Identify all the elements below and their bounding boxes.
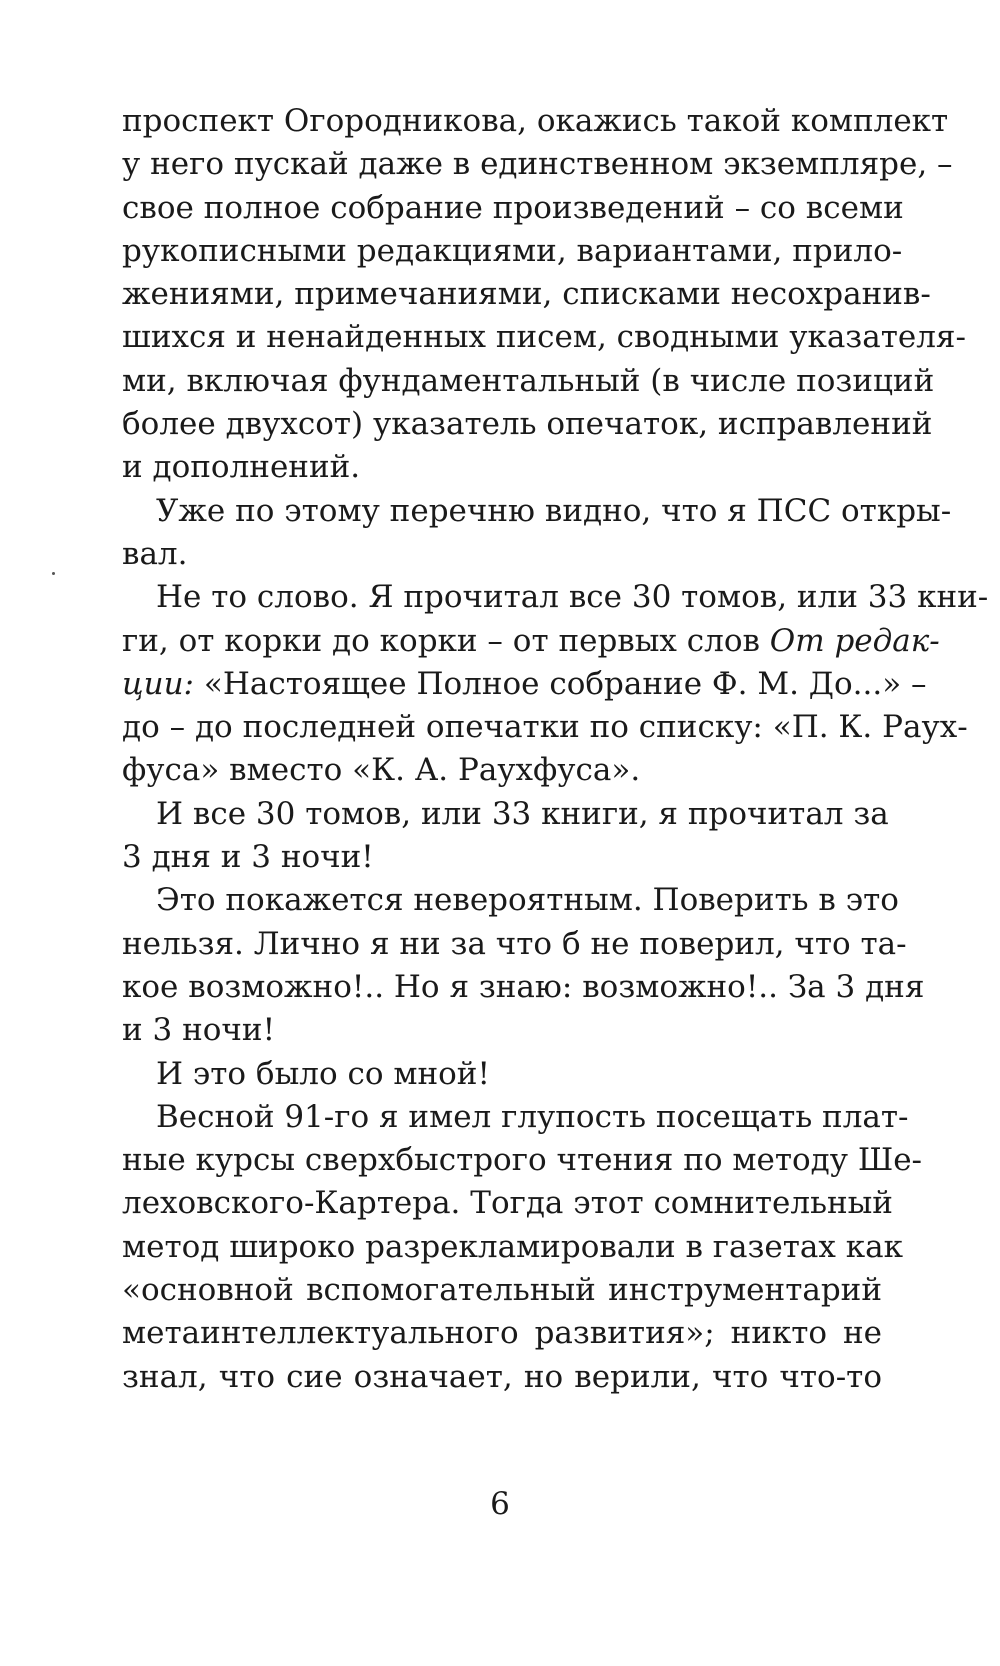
text-line: до – до последней опечатки по списку: «П. К. Раух- <box>122 709 968 746</box>
text-line: Весной 91-го я имел глупость посещать плат- <box>156 1098 909 1135</box>
text-fragment: «Настоящее Полное собрание Ф. М. До...» – <box>194 665 927 702</box>
text-line: и 3 ночи! <box>122 1012 276 1049</box>
italic-phrase: ции: <box>122 665 195 702</box>
text-line: вал. <box>122 535 188 572</box>
text-line: нельзя. Лично я ни за что б не поверил, что та- <box>122 925 907 962</box>
text-line: знал, что сие означает, но верили, что что-то <box>122 1358 882 1395</box>
paragraph-6 <box>122 1053 882 1096</box>
text-line: свое полное собрание произведений – со всеми <box>122 189 904 226</box>
text-line: леховского-Картера. Тогда этот сомнительный <box>122 1185 893 1222</box>
text-line: ми, включая фундаментальный (в числе позиций <box>122 362 935 399</box>
text-line: «основной вспомогательный инструментарий <box>122 1272 882 1309</box>
text-line: рукописными редакциями, вариантами, прило- <box>122 232 903 269</box>
text-line: И это было со мной! <box>156 1055 490 1092</box>
text-line: метаинтеллектуального развития»; никто не <box>122 1315 882 1352</box>
page-number: 6 <box>490 1486 510 1522</box>
page-speck <box>52 572 55 575</box>
paragraph-7 <box>122 1096 923 1399</box>
text-fragment: ги, от корки до корки – от первых слов <box>122 622 770 659</box>
text-line: у него пускай даже в единственном экземпляре, – <box>122 146 953 183</box>
paragraph-4 <box>122 793 889 880</box>
paragraph-2 <box>122 490 952 577</box>
text-line: более двухсот) указатель опечаток, исправлений <box>122 406 933 443</box>
text-line: проспект Огородникова, окажись такой комплект <box>122 103 949 139</box>
text-line: Не то слово. Я прочитал все 30 томов, или 33 кни- <box>156 579 989 616</box>
text-line: Уже по этому перечню видно, что я ПСС откры- <box>156 492 952 529</box>
paragraph-3 <box>122 576 989 792</box>
text-line-with-italic <box>122 663 927 706</box>
text-line: кое возможно!.. Но я знаю: возможно!.. За 3 дня <box>122 968 925 1005</box>
text-line: 3 дня и 3 ночи! <box>122 839 374 876</box>
text-line: ные курсы сверхбыстрого чтения по методу Ше- <box>122 1142 923 1179</box>
italic-phrase: От редак- <box>769 622 940 659</box>
text-line: жениями, примечаниями, списками несохранив- <box>122 276 931 313</box>
text-line-with-italic <box>122 620 940 663</box>
body-text <box>122 100 989 1399</box>
text-line: шихся и ненайденных писем, сводными указателя- <box>122 319 966 356</box>
text-line: И все 30 томов, или 33 книги, я прочитал за <box>156 795 889 832</box>
text-line: метод широко разрекламировали в газетах как <box>122 1228 903 1265</box>
text-line: фуса» вместо «К. А. Раухфуса». <box>122 752 641 789</box>
paragraph-1 <box>122 100 966 490</box>
text-line: и дополнений. <box>122 449 361 486</box>
text-line: Это покажется невероятным. Поверить в это <box>156 882 899 919</box>
paragraph-5 <box>122 879 925 1052</box>
